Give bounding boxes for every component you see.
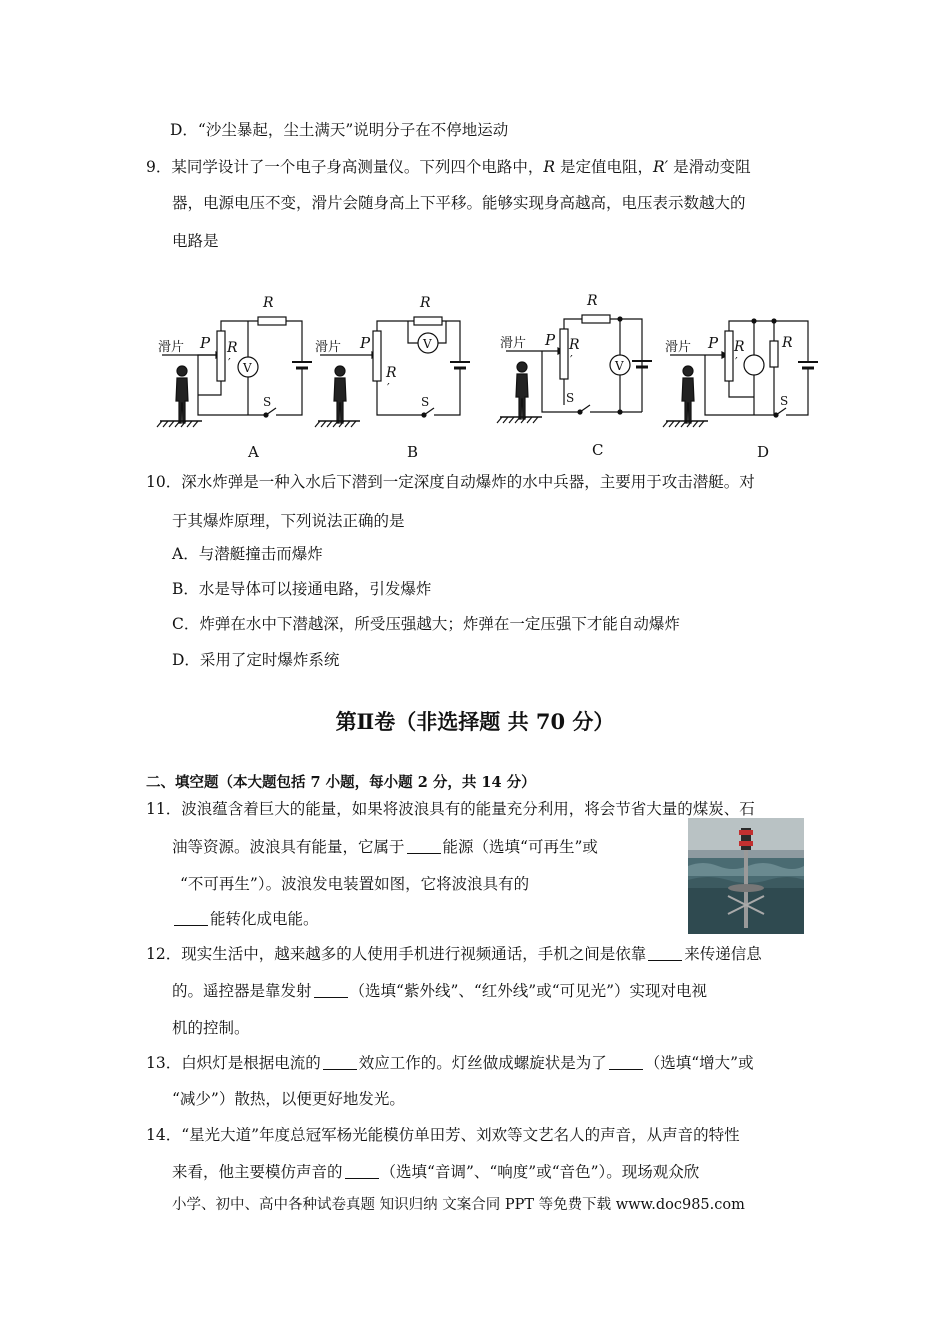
caption-a: A	[248, 443, 259, 461]
q10-option-b: B．水是导体可以接通电路，引发爆炸	[172, 580, 432, 598]
svg-text:′: ′	[735, 355, 738, 369]
svg-text:S: S	[566, 391, 575, 405]
q13-blank-2[interactable]	[609, 1054, 643, 1071]
svg-text:S: S	[263, 395, 272, 409]
svg-text:R: R	[782, 335, 793, 351]
slider-label-d: 滑片	[665, 340, 692, 355]
q10-option-d: D．采用了定时爆炸系统	[172, 651, 340, 669]
q11-line-1: 11．波浪蕴含着巨大的能量，如果将波浪具有的能量充分利用，将会节省大量的煤炭、石	[146, 800, 755, 818]
caption-b: B	[407, 443, 419, 461]
q11-line-3: “不可再生”）。波浪发电装置如图，它将波浪具有的	[180, 875, 530, 893]
q12-line-3: 机的控制。	[172, 1019, 250, 1037]
caption-c: C	[592, 441, 604, 459]
q14-blank-1[interactable]	[345, 1163, 379, 1180]
q10-option-c: C．炸弹在水中下潜越深，所受压强越大；炸弹在一定压强下才能自动爆炸	[172, 615, 680, 633]
q10-line-2: 于其爆炸原理，下列说法正确的是	[172, 512, 405, 530]
svg-text:S: S	[421, 395, 430, 409]
q11-blank-2[interactable]	[174, 910, 208, 927]
svg-text:R: R	[386, 365, 397, 381]
q12-blank-1[interactable]	[648, 945, 682, 962]
svg-text:S: S	[780, 394, 789, 408]
svg-text:V: V	[423, 337, 432, 351]
q9-line-2: 器，电源电压不变，滑片会随身高上下平移。能够实现身高越高，电压表示数越大的	[172, 194, 746, 212]
section-heading: 第Ⅱ卷（非选择题 共 70 分）	[335, 709, 615, 734]
svg-text:R: R	[420, 295, 431, 311]
svg-text:P: P	[708, 334, 719, 352]
svg-text:P: P	[545, 331, 556, 349]
q11-line-2: 油等资源。波浪具有能量，它属于 能源（选填“可再生”或	[172, 838, 598, 856]
slider-label-b: 滑片	[315, 340, 342, 355]
svg-text:′: ′	[387, 381, 390, 395]
q10-line-1: 10．深水炸弹是一种入水后下潜到一定深度自动爆炸的水中兵器，主要用于攻击潜艇。对	[146, 473, 755, 491]
circuit-d	[663, 319, 818, 427]
svg-text:P: P	[200, 334, 211, 352]
q12-line-2: 的。遥控器是靠发射 （选填“紫外线”、“红外线”或“可见光”）实现对电视	[172, 982, 708, 1000]
svg-text:P: P	[360, 334, 371, 352]
svg-text:′: ′	[228, 356, 231, 370]
footer-ad: 小学、初中、高中各种试卷真题 知识归纳 文案合同 PPT 等免费下载 www.doc985.com	[172, 1197, 745, 1213]
circuit-c	[497, 293, 652, 423]
svg-text:R: R	[734, 339, 745, 355]
q14-line-1: 14．“星光大道”年度总冠军杨光能模仿单田芳、刘欢等文艺名人的声音，从声音的特性	[146, 1126, 740, 1144]
slider-label-c: 滑片	[500, 336, 527, 351]
svg-text:V: V	[615, 359, 624, 373]
q8-option-d: D．“沙尘暴起，尘土满天”说明分子在不停地运动	[170, 121, 509, 139]
wave-power-photo	[688, 818, 804, 934]
q12-line-1: 12．现实生活中，越来越多的人使用手机进行视频通话，手机之间是依靠 来传递信息	[146, 945, 762, 963]
svg-text:R: R	[263, 295, 274, 311]
svg-text:R: R	[227, 340, 238, 356]
caption-d: D	[757, 443, 770, 461]
q13-blank-1[interactable]	[323, 1054, 357, 1071]
q9-line-1: 9．某同学设计了一个电子身高测量仪。下列四个电路中，R 是定值电阻，R′ 是滑动变阻	[146, 158, 751, 176]
svg-text:R: R	[587, 293, 598, 309]
slider-label-a: 滑片	[158, 340, 185, 355]
q11-blank-1[interactable]	[407, 838, 441, 855]
svg-text:R: R	[569, 337, 580, 353]
svg-text:′: ′	[570, 353, 573, 367]
q10-option-a: A．与潜艇撞击而爆炸	[172, 545, 323, 563]
q14-line-2: 来看，他主要模仿声音的 （选填“音调”、“响度”或“音色”）。现场观众欣	[172, 1163, 700, 1181]
circuit-b	[315, 295, 470, 427]
q9-line-3: 电路是	[172, 232, 219, 250]
circuit-a	[157, 295, 312, 427]
circuit-diagrams	[150, 285, 830, 430]
part-title: 二、填空题（本大题包括 7 小题，每小题 2 分，共 14 分）	[146, 774, 536, 791]
q13-line-2: “减少”）散热，以便更好地发光。	[172, 1090, 405, 1108]
q11-line-4: 能转化成电能。	[172, 907, 319, 929]
svg-text:V: V	[243, 361, 252, 375]
q12-blank-2[interactable]	[314, 982, 348, 999]
q13-line-1: 13．白炽灯是根据电流的 效应工作的。灯丝做成螺旋状是为了 （选填“增大”或	[146, 1054, 754, 1072]
